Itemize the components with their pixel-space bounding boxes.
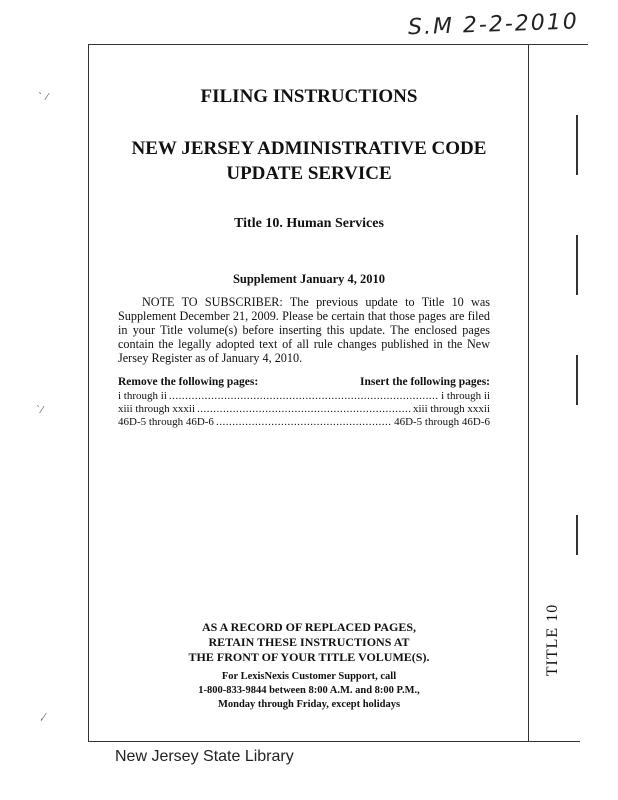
frame-bottom-line: [88, 741, 580, 742]
record-line: THE FRONT OF YOUR TITLE VOLUME(S).: [188, 650, 430, 664]
insert-header: Insert the following pages:: [359, 376, 490, 388]
support-line: For LexisNexis Customer Support, call: [221, 671, 397, 682]
handwritten-annotation: S.M 2-2-2010: [407, 9, 580, 41]
remove-pages: xiii through xxxii: [118, 403, 195, 415]
spine-edge-mark: [576, 355, 578, 405]
remove-pages: i through ii: [118, 390, 167, 402]
remove-header: Remove the following pages:: [118, 376, 259, 388]
record-line: RETAIN THESE INSTRUCTIONS AT: [208, 635, 410, 649]
margin-mark: `⁄: [36, 405, 43, 416]
spine-edge-mark: [576, 515, 578, 555]
insert-pages: i through ii: [441, 390, 490, 402]
table-row: [118, 416, 490, 429]
dot-leader: [197, 403, 411, 416]
support-line: 1-800-833-9844 between 8:00 A.M. and 8:00 P.M.,: [198, 685, 420, 696]
customer-support: [0, 670, 618, 712]
supplement-date: Supplement January 4, 2010: [232, 272, 386, 286]
remove-pages: 46D-5 through 46D-6: [118, 416, 214, 428]
subscriber-note: NOTE TO SUBSCRIBER: The previous update to Title 10 was Supplement December 21, 2009. Please be certain that those pages are filed in your Title volume(s) before inserting this update. The enclosed pages contain the legally adopted text of all rule changes published in the New Jersey Register as of January 4, 2010.: [118, 295, 490, 365]
insert-pages: xiii through xxxii: [413, 403, 490, 415]
pages-table: [118, 390, 490, 429]
document-subtitle: [0, 136, 618, 186]
subtitle-line: UPDATE SERVICE: [226, 163, 392, 184]
insert-pages: 46D-5 through 46D-6: [394, 416, 490, 428]
record-line: AS A RECORD OF REPLACED PAGES,: [201, 620, 417, 634]
subtitle-line: NEW JERSEY ADMINISTRATIVE CODE: [131, 138, 487, 159]
dot-leader: [216, 416, 392, 429]
spine-text: TITLE 10: [544, 603, 562, 677]
pages-table-header: [118, 376, 490, 388]
spine-label: [538, 600, 568, 680]
page-title: FILING INSTRUCTIONS: [200, 86, 418, 107]
margin-mark: ,⁄: [40, 712, 45, 723]
record-instructions: [0, 620, 618, 665]
frame-top-line: [88, 44, 588, 45]
support-line: Monday through Friday, except holidays: [217, 699, 401, 710]
library-stamp: New Jersey State Library: [115, 748, 294, 765]
table-row: [118, 403, 490, 416]
title-section: Title 10. Human Services: [234, 216, 384, 231]
table-row: [118, 390, 490, 403]
margin-mark: ` ⁄: [38, 92, 48, 103]
dot-leader: [169, 390, 439, 403]
